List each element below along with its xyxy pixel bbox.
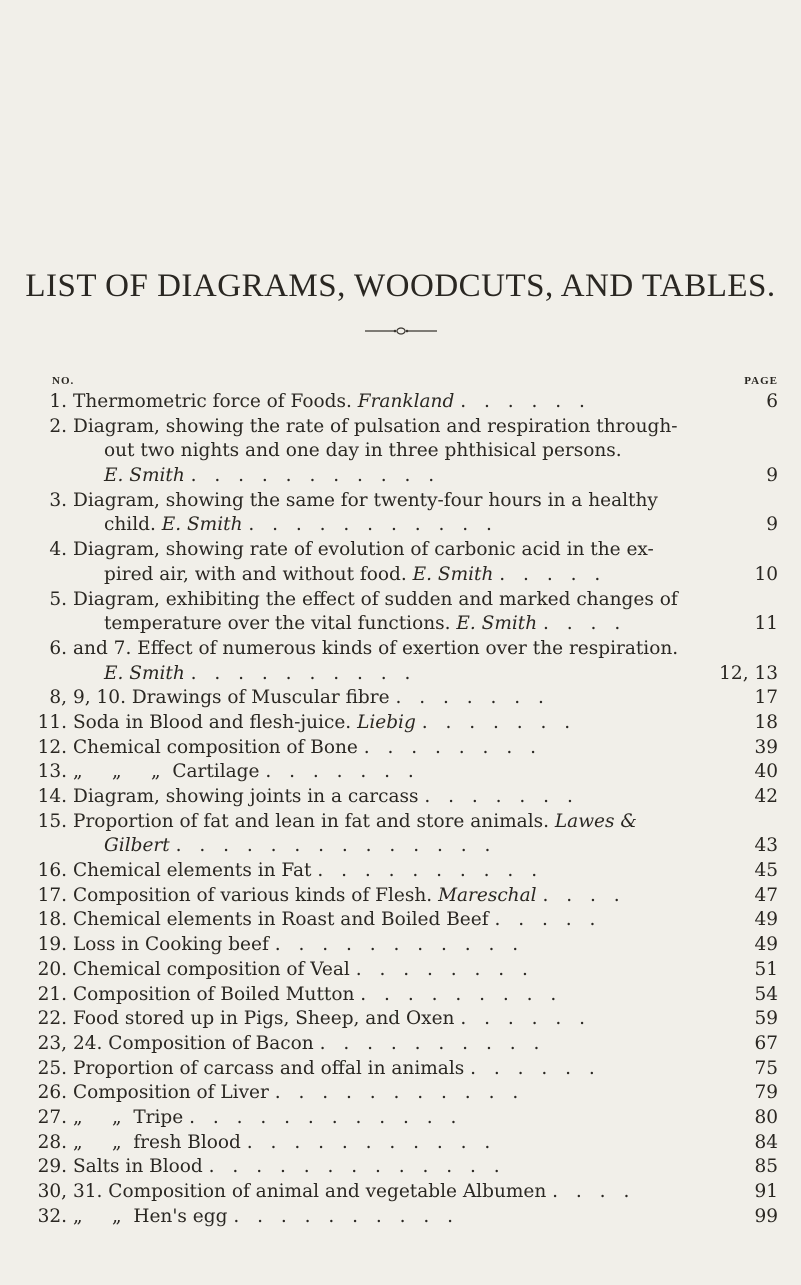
list-item xyxy=(0,958,801,983)
entry-description: Diagram, showing rate of evolution of carbonic acid in the ex- xyxy=(73,539,654,561)
dot-leader: . . . . . . . xyxy=(424,786,579,807)
entry-text xyxy=(104,513,498,538)
entry-page-number: 11 xyxy=(754,613,778,635)
entry-text xyxy=(104,563,606,588)
list-item xyxy=(0,884,801,909)
entry-text xyxy=(73,983,562,1008)
dot-leader: . . . . . . xyxy=(460,1008,592,1030)
entry-page-number: 12, 13 xyxy=(719,662,778,684)
dot-leader: . . . . . . . . . . . xyxy=(274,1082,525,1104)
dot-leader: . . . . . . xyxy=(460,391,591,412)
entry-description: Salts in Blood xyxy=(73,1156,203,1178)
entry-number: 1. xyxy=(49,391,67,412)
entry-author: E. Smith xyxy=(412,563,494,585)
entry-number: 29. xyxy=(37,1156,67,1178)
entry-number: 3. xyxy=(49,489,67,511)
entry-description: Chemical composition of Bone xyxy=(73,736,358,758)
entry-description: Composition of various kinds of Flesh. xyxy=(73,884,433,906)
entry-page-number: 67 xyxy=(754,1032,778,1054)
entry-description: „ „ Tripe xyxy=(73,1106,184,1128)
entry-description: Composition of Boiled Mutton xyxy=(73,983,355,1005)
entry-description: Soda in Blood and flesh-juice. xyxy=(73,711,352,733)
entry-number: 2. xyxy=(49,415,67,437)
dot-leader: . . . . . . . . xyxy=(363,736,542,758)
entry-page-number: 17 xyxy=(754,687,778,709)
dot-leader: . . . . . . . xyxy=(265,761,420,783)
entry-number: 26. xyxy=(37,1082,67,1104)
entry-number: 32. xyxy=(37,1205,67,1227)
entry-page-number: 45 xyxy=(754,860,778,882)
entry-page-number: 9 xyxy=(766,514,778,536)
entry-description: Diagram, showing the same for twenty-four hours in a healthy xyxy=(73,489,658,511)
entry-description: „ „ „ Cartilage xyxy=(73,761,260,783)
list-item xyxy=(0,637,801,662)
entry-text xyxy=(73,785,579,810)
entry-number: 25. xyxy=(37,1057,67,1079)
list-item xyxy=(0,686,801,711)
list-item xyxy=(0,415,801,440)
list-item xyxy=(0,1081,801,1106)
dot-leader: . . . . . . . . . . . . . xyxy=(208,1156,506,1178)
entry-number: 18. xyxy=(37,909,67,931)
dot-leader: . . . . . . . xyxy=(395,687,550,709)
dot-leader: . . . . . . . . . . . xyxy=(274,934,525,956)
entry-page-number: 59 xyxy=(754,1008,778,1030)
list-item xyxy=(0,439,801,464)
entry-number: 30, xyxy=(37,1181,67,1202)
list-item xyxy=(0,711,801,736)
list-item xyxy=(0,1155,801,1180)
list-item xyxy=(0,612,801,637)
entry-number: 8, xyxy=(49,687,67,709)
entry-page-number: 79 xyxy=(754,1082,778,1104)
entry-text xyxy=(73,1205,459,1230)
entry-page-number: 47 xyxy=(754,884,778,906)
entry-author: Lawes & xyxy=(554,810,637,832)
dot-leader: . . . . . xyxy=(499,563,607,585)
entry-page-number: 18 xyxy=(754,711,778,733)
entry-number: 15. xyxy=(37,810,67,832)
entry-author: Liebig xyxy=(357,711,416,733)
dot-leader: . . . . . . . . . . xyxy=(233,1205,460,1227)
list-item xyxy=(0,1106,801,1131)
entry-number: 19. xyxy=(37,934,67,956)
entry-page-number: 91 xyxy=(754,1181,778,1202)
entry-page-number: 49 xyxy=(754,909,778,931)
entry-page-number: 51 xyxy=(754,958,778,980)
entry-description: 9, 10. Drawings of Muscular fibre xyxy=(73,687,390,709)
entry-text xyxy=(104,834,496,859)
entry-description: Chemical elements in Fat xyxy=(73,860,312,882)
entry-text xyxy=(73,1180,635,1205)
column-header-page: PAGE xyxy=(744,375,778,387)
entry-text xyxy=(104,464,440,489)
entry-description: „ „ fresh Blood xyxy=(73,1131,241,1153)
entry-page-number: 10 xyxy=(754,563,778,585)
entry-author: E. Smith xyxy=(456,613,538,635)
dot-leader: . . . . xyxy=(542,884,626,906)
entry-number: 4. xyxy=(49,539,67,561)
list-item xyxy=(0,464,801,489)
entry-number: 12. xyxy=(37,736,67,758)
entry-number: 17. xyxy=(37,884,67,906)
entry-description: Proportion of fat and lean in fat and store animals. xyxy=(73,810,549,832)
dot-leader: . . . . . xyxy=(494,909,602,931)
contents-list xyxy=(0,390,801,1229)
entry-description: Diagram, showing the rate of pulsation and respiration through- xyxy=(73,415,678,437)
entry-description: Composition of Liver xyxy=(73,1082,269,1104)
list-item xyxy=(0,513,801,538)
entry-page-number: 49 xyxy=(754,934,778,956)
dot-leader: . . . . . . . . . . . xyxy=(246,1131,497,1153)
entry-text xyxy=(73,489,658,514)
entry-page-number: 84 xyxy=(754,1131,778,1153)
entry-text xyxy=(73,1007,591,1032)
entry-description: Diagram, showing joints in a carcass xyxy=(73,786,419,807)
entry-description: out two nights and one day in three phthisical persons. xyxy=(104,440,622,462)
list-item xyxy=(0,563,801,588)
entry-text xyxy=(104,662,416,687)
entry-description: and 7. Effect of numerous kinds of exertion over the respiration. xyxy=(73,637,679,659)
entry-text xyxy=(73,415,678,440)
entry-author: Frankland xyxy=(357,391,455,412)
dot-leader: . . . . . . . . xyxy=(355,958,534,980)
list-item xyxy=(0,736,801,761)
entry-page-number: 40 xyxy=(754,761,778,783)
entry-text xyxy=(104,612,626,637)
dot-leader: . . . . . . . . . . . . . . xyxy=(175,835,497,857)
entry-author: E. Smith xyxy=(104,465,185,487)
entry-text xyxy=(104,439,622,464)
entry-number: 23, xyxy=(37,1032,67,1054)
list-item xyxy=(0,983,801,1008)
entry-description: 24. Composition of Bacon xyxy=(73,1032,314,1054)
dot-leader: . . . . . . . xyxy=(421,711,577,733)
entry-page-number: 80 xyxy=(754,1106,778,1128)
entry-text xyxy=(73,1131,496,1156)
entry-page-number: 6 xyxy=(766,391,778,412)
entry-number: 27. xyxy=(37,1106,67,1128)
list-item xyxy=(0,390,801,415)
entry-text xyxy=(73,884,626,909)
dot-leader: . . . . . . . . . . . . xyxy=(189,1106,463,1128)
entry-description: Chemical composition of Veal xyxy=(73,958,350,980)
entry-text xyxy=(73,711,576,736)
column-header-number: NO. xyxy=(52,375,75,387)
entry-text xyxy=(73,859,543,884)
entry-text xyxy=(73,1057,601,1082)
entry-number: 28. xyxy=(37,1131,67,1153)
dot-leader: . . . . . . . . . . xyxy=(319,1032,546,1054)
entry-description: Loss in Cooking beef xyxy=(73,934,269,956)
entry-number: 20. xyxy=(37,958,67,980)
entry-text xyxy=(73,933,524,958)
entry-number: 5. xyxy=(49,588,67,610)
list-item xyxy=(0,538,801,563)
entry-page-number: 75 xyxy=(754,1057,778,1079)
entry-number: 14. xyxy=(37,786,67,807)
entry-text xyxy=(73,686,550,711)
entry-page-number: 99 xyxy=(754,1205,778,1227)
entry-text xyxy=(73,1081,524,1106)
entry-description: child. xyxy=(104,514,156,536)
entry-text xyxy=(73,390,591,415)
entry-page-number: 54 xyxy=(754,983,778,1005)
entry-author: Mareschal xyxy=(438,884,537,906)
entry-page-number: 42 xyxy=(754,786,778,807)
entry-text xyxy=(73,736,542,761)
entry-page-number: 85 xyxy=(754,1156,778,1178)
dot-leader: . . . . xyxy=(552,1181,636,1202)
entry-number: 21. xyxy=(37,983,67,1005)
list-item xyxy=(0,859,801,884)
list-item xyxy=(0,908,801,933)
entry-text xyxy=(73,588,678,613)
entry-page-number: 39 xyxy=(754,736,778,758)
entry-text xyxy=(73,1032,545,1057)
list-item xyxy=(0,1205,801,1230)
entry-description: Food stored up in Pigs, Sheep, and Oxen xyxy=(73,1008,455,1030)
list-item xyxy=(0,588,801,613)
dot-leader: . . . . . . . . . . xyxy=(190,662,417,684)
list-item xyxy=(0,1007,801,1032)
ornament-divider xyxy=(365,326,437,336)
dot-leader: . . . . . . . . . . . xyxy=(248,514,498,536)
entry-number: 22. xyxy=(37,1008,67,1030)
entry-text xyxy=(73,1155,506,1180)
entry-text xyxy=(73,958,534,983)
dot-leader: . . . . . . . . . xyxy=(360,983,563,1005)
dot-leader: . . . . xyxy=(543,613,627,635)
list-item xyxy=(0,760,801,785)
entry-text xyxy=(73,637,678,662)
list-item xyxy=(0,834,801,859)
list-item xyxy=(0,662,801,687)
entry-text xyxy=(73,538,654,563)
list-item xyxy=(0,810,801,835)
entry-text xyxy=(73,1106,462,1131)
entry-number: 13. xyxy=(37,761,67,783)
entry-description: „ „ Hen's egg xyxy=(73,1205,228,1227)
entry-description: Chemical elements in Roast and Boiled Beef xyxy=(73,909,489,931)
list-item xyxy=(0,1180,801,1205)
entry-author: E. Smith xyxy=(104,662,185,684)
list-item xyxy=(0,489,801,514)
entry-description: 31. Composition of animal and vegetable Albumen xyxy=(73,1181,547,1202)
list-item xyxy=(0,1032,801,1057)
entry-text xyxy=(73,908,601,933)
entry-number: 6. xyxy=(49,637,67,659)
page-title: LIST OF DIAGRAMS, WOODCUTS, AND TABLES. xyxy=(25,268,776,304)
entry-description: temperature over the vital functions. xyxy=(104,613,451,635)
list-item xyxy=(0,933,801,958)
dot-leader: . . . . . . . . . . . xyxy=(190,465,441,487)
entry-description: Diagram, exhibiting the effect of sudden and marked changes of xyxy=(73,588,678,610)
entry-page-number: 43 xyxy=(754,835,778,857)
dot-leader: . . . . . . xyxy=(470,1057,601,1079)
entry-text xyxy=(73,760,420,785)
list-item xyxy=(0,785,801,810)
entry-number: 11. xyxy=(37,711,67,733)
entry-page-number: 9 xyxy=(766,465,778,487)
list-item xyxy=(0,1057,801,1082)
entry-description: Proportion of carcass and offal in animals xyxy=(73,1057,465,1079)
entry-author: Gilbert xyxy=(104,835,170,857)
entry-author: E. Smith xyxy=(161,514,243,536)
entry-description: Thermometric force of Foods. xyxy=(73,391,352,412)
entry-number: 16. xyxy=(37,860,67,882)
entry-description: pired air, with and without food. xyxy=(104,563,407,585)
list-item xyxy=(0,1131,801,1156)
entry-text xyxy=(73,810,637,835)
dot-leader: . . . . . . . . . . xyxy=(317,860,544,882)
